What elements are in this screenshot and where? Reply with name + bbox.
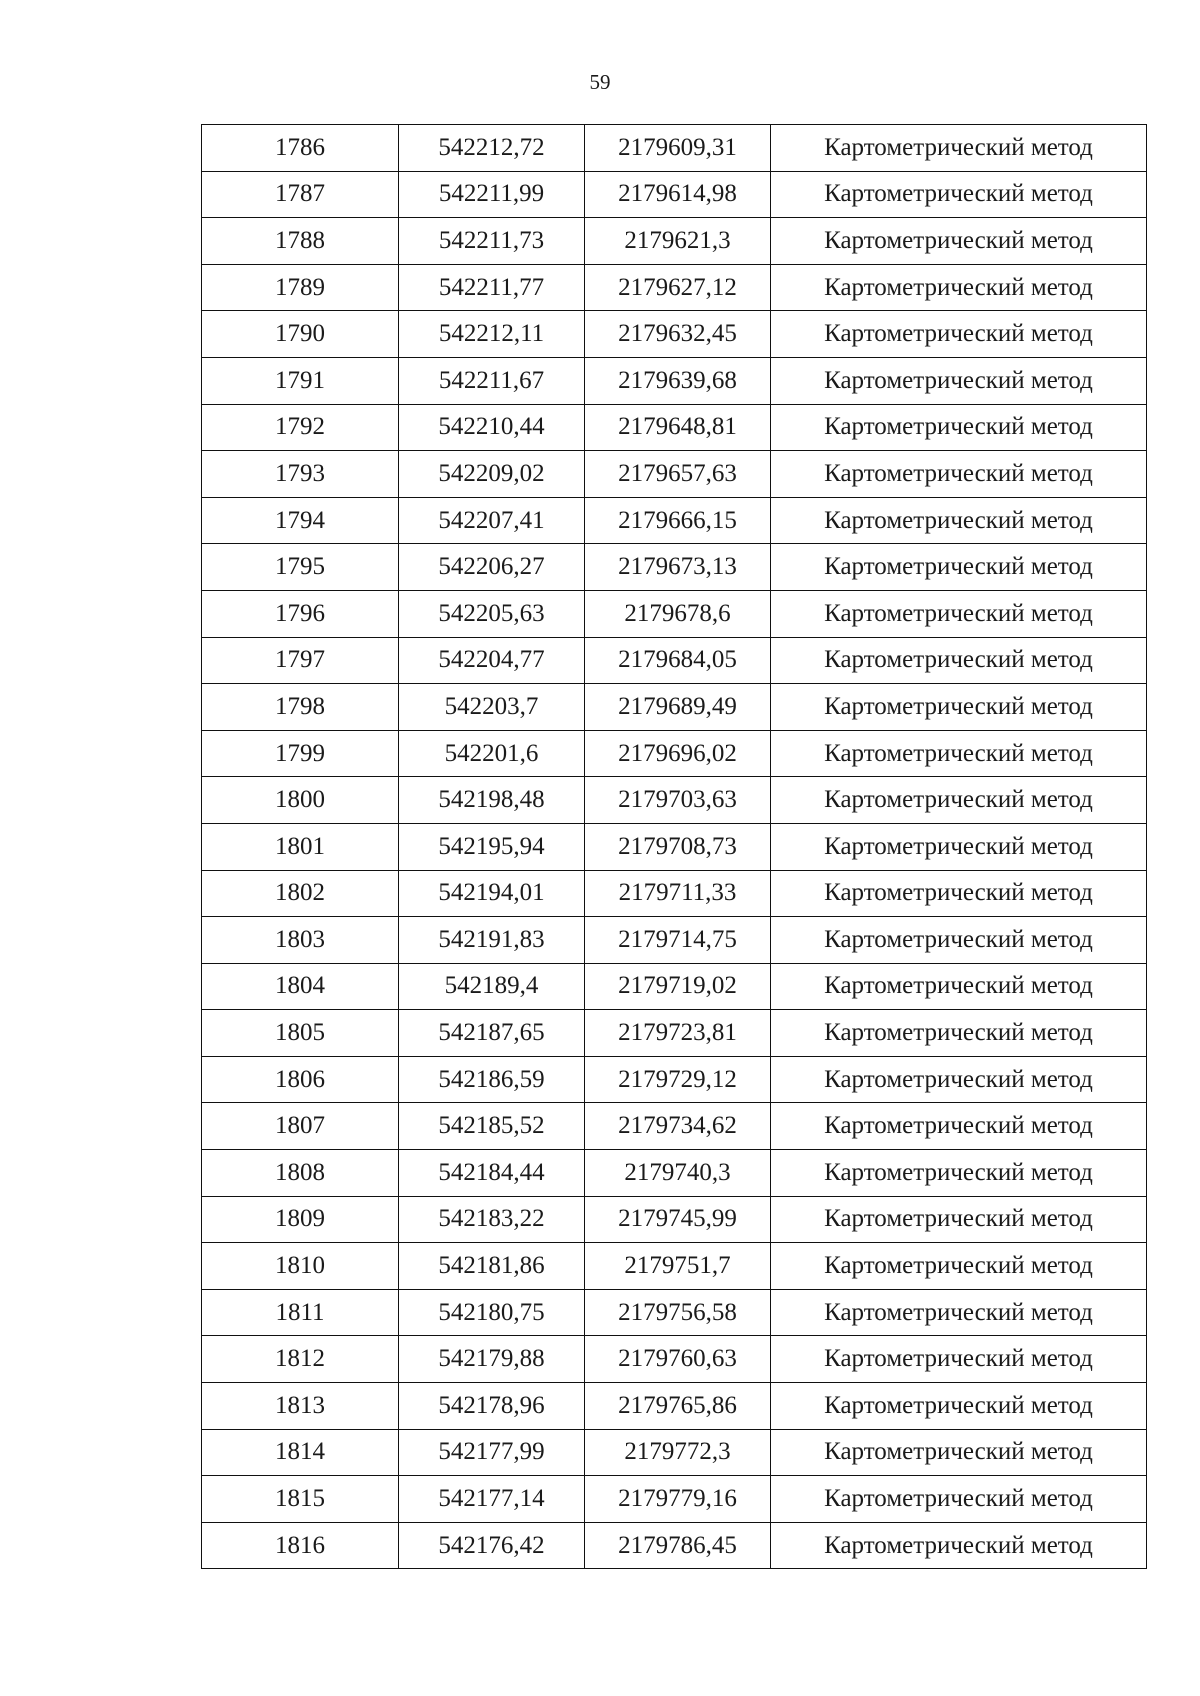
coordinate-x-cell: 542184,44: [399, 1150, 585, 1197]
coordinate-y-cell: 2179734,62: [585, 1103, 771, 1150]
method-cell: Картометрический метод: [771, 497, 1147, 544]
table-row: [202, 1150, 1147, 1197]
table-row: [202, 777, 1147, 824]
method-cell: Картометрический метод: [771, 1336, 1147, 1383]
point-number-cell: 1815: [202, 1476, 399, 1523]
method-cell: Картометрический метод: [771, 963, 1147, 1010]
point-number-cell: 1799: [202, 730, 399, 777]
point-number-cell: 1814: [202, 1429, 399, 1476]
point-number-cell: 1794: [202, 497, 399, 544]
point-number-cell: 1787: [202, 171, 399, 218]
table-row: [202, 264, 1147, 311]
method-cell: Картометрический метод: [771, 171, 1147, 218]
method-cell: Картометрический метод: [771, 637, 1147, 684]
coordinate-x-cell: 542181,86: [399, 1243, 585, 1290]
coordinate-y-cell: 2179708,73: [585, 823, 771, 870]
table-row: [202, 917, 1147, 964]
coordinate-x-cell: 542207,41: [399, 497, 585, 544]
coordinate-y-cell: 2179639,68: [585, 357, 771, 404]
table-row: [202, 1196, 1147, 1243]
point-number-cell: 1808: [202, 1150, 399, 1197]
table-row: [202, 684, 1147, 731]
coordinate-x-cell: 542211,67: [399, 357, 585, 404]
coordinate-x-cell: 542183,22: [399, 1196, 585, 1243]
coordinate-y-cell: 2179740,3: [585, 1150, 771, 1197]
point-number-cell: 1786: [202, 125, 399, 172]
point-number-cell: 1788: [202, 218, 399, 265]
table-row: [202, 311, 1147, 358]
point-number-cell: 1792: [202, 404, 399, 451]
point-number-cell: 1812: [202, 1336, 399, 1383]
coordinate-y-cell: 2179648,81: [585, 404, 771, 451]
page-number: 59: [589, 70, 611, 94]
coordinate-x-cell: 542212,11: [399, 311, 585, 358]
coordinate-y-cell: 2179684,05: [585, 637, 771, 684]
table-row: [202, 451, 1147, 498]
coordinate-x-cell: 542177,99: [399, 1429, 585, 1476]
coordinate-y-cell: 2179779,16: [585, 1476, 771, 1523]
table-row: [202, 730, 1147, 777]
method-cell: Картометрический метод: [771, 1522, 1147, 1569]
coordinate-y-cell: 2179696,02: [585, 730, 771, 777]
table-row: [202, 963, 1147, 1010]
coordinate-x-cell: 542201,6: [399, 730, 585, 777]
method-cell: Картометрический метод: [771, 264, 1147, 311]
method-cell: Картометрический метод: [771, 1196, 1147, 1243]
point-number-cell: 1797: [202, 637, 399, 684]
point-number-cell: 1791: [202, 357, 399, 404]
coordinate-y-cell: 2179673,13: [585, 544, 771, 591]
coordinates-table: [201, 124, 1147, 1569]
method-cell: Картометрический метод: [771, 1476, 1147, 1523]
coordinate-y-cell: 2179627,12: [585, 264, 771, 311]
coordinate-x-cell: 542211,73: [399, 218, 585, 265]
coordinate-y-cell: 2179760,63: [585, 1336, 771, 1383]
coordinate-y-cell: 2179609,31: [585, 125, 771, 172]
coordinate-y-cell: 2179689,49: [585, 684, 771, 731]
point-number-cell: 1800: [202, 777, 399, 824]
coordinate-x-cell: 542211,77: [399, 264, 585, 311]
table-row: [202, 1103, 1147, 1150]
method-cell: Картометрический метод: [771, 684, 1147, 731]
method-cell: Картометрический метод: [771, 1103, 1147, 1150]
coordinate-y-cell: 2179666,15: [585, 497, 771, 544]
coordinate-y-cell: 2179719,02: [585, 963, 771, 1010]
table-row: [202, 1336, 1147, 1383]
method-cell: Картометрический метод: [771, 404, 1147, 451]
method-cell: Картометрический метод: [771, 1010, 1147, 1057]
coordinate-x-cell: 542180,75: [399, 1289, 585, 1336]
table-row: [202, 171, 1147, 218]
method-cell: Картометрический метод: [771, 777, 1147, 824]
coordinate-y-cell: 2179714,75: [585, 917, 771, 964]
coordinate-x-cell: 542179,88: [399, 1336, 585, 1383]
coordinate-x-cell: 542176,42: [399, 1522, 585, 1569]
coordinate-y-cell: 2179632,45: [585, 311, 771, 358]
table-row: [202, 590, 1147, 637]
table-row: [202, 404, 1147, 451]
method-cell: Картометрический метод: [771, 1429, 1147, 1476]
point-number-cell: 1804: [202, 963, 399, 1010]
method-cell: Картометрический метод: [771, 823, 1147, 870]
point-number-cell: 1816: [202, 1522, 399, 1569]
table-row: [202, 1056, 1147, 1103]
point-number-cell: 1789: [202, 264, 399, 311]
point-number-cell: 1810: [202, 1243, 399, 1290]
method-cell: Картометрический метод: [771, 917, 1147, 964]
coordinate-y-cell: 2179621,3: [585, 218, 771, 265]
method-cell: Картометрический метод: [771, 1150, 1147, 1197]
coordinate-y-cell: 2179711,33: [585, 870, 771, 917]
coordinate-y-cell: 2179786,45: [585, 1522, 771, 1569]
coordinate-x-cell: 542187,65: [399, 1010, 585, 1057]
point-number-cell: 1802: [202, 870, 399, 917]
coordinate-x-cell: 542194,01: [399, 870, 585, 917]
method-cell: Картометрический метод: [771, 590, 1147, 637]
method-cell: Картометрический метод: [771, 451, 1147, 498]
coordinate-y-cell: 2179703,63: [585, 777, 771, 824]
point-number-cell: 1796: [202, 590, 399, 637]
table-row: [202, 544, 1147, 591]
point-number-cell: 1801: [202, 823, 399, 870]
coordinates-table-body: [202, 125, 1147, 1569]
table-row: [202, 1010, 1147, 1057]
table-row: [202, 1429, 1147, 1476]
point-number-cell: 1793: [202, 451, 399, 498]
table-row: [202, 870, 1147, 917]
point-number-cell: 1813: [202, 1383, 399, 1430]
method-cell: Картометрический метод: [771, 311, 1147, 358]
coordinate-x-cell: 542177,14: [399, 1476, 585, 1523]
coordinate-x-cell: 542178,96: [399, 1383, 585, 1430]
table-row: [202, 637, 1147, 684]
coordinate-x-cell: 542186,59: [399, 1056, 585, 1103]
point-number-cell: 1811: [202, 1289, 399, 1336]
coordinate-x-cell: 542205,63: [399, 590, 585, 637]
point-number-cell: 1798: [202, 684, 399, 731]
point-number-cell: 1795: [202, 544, 399, 591]
coordinate-x-cell: 542185,52: [399, 1103, 585, 1150]
method-cell: Картометрический метод: [771, 357, 1147, 404]
coordinate-y-cell: 2179729,12: [585, 1056, 771, 1103]
table-row: [202, 497, 1147, 544]
coordinate-y-cell: 2179756,58: [585, 1289, 771, 1336]
table-row: [202, 218, 1147, 265]
table-row: [202, 823, 1147, 870]
point-number-cell: 1805: [202, 1010, 399, 1057]
coordinate-y-cell: 2179745,99: [585, 1196, 771, 1243]
coordinate-y-cell: 2179723,81: [585, 1010, 771, 1057]
method-cell: Картометрический метод: [771, 1243, 1147, 1290]
method-cell: Картометрический метод: [771, 1056, 1147, 1103]
method-cell: Картометрический метод: [771, 218, 1147, 265]
point-number-cell: 1803: [202, 917, 399, 964]
coordinate-x-cell: 542191,83: [399, 917, 585, 964]
table-row: [202, 357, 1147, 404]
coordinate-y-cell: 2179678,6: [585, 590, 771, 637]
coordinate-y-cell: 2179751,7: [585, 1243, 771, 1290]
point-number-cell: 1806: [202, 1056, 399, 1103]
method-cell: Картометрический метод: [771, 870, 1147, 917]
coordinate-x-cell: 542211,99: [399, 171, 585, 218]
point-number-cell: 1790: [202, 311, 399, 358]
coordinate-y-cell: 2179614,98: [585, 171, 771, 218]
coordinate-y-cell: 2179765,86: [585, 1383, 771, 1430]
coordinate-x-cell: 542195,94: [399, 823, 585, 870]
coordinate-x-cell: 542189,4: [399, 963, 585, 1010]
table-row: [202, 125, 1147, 172]
coordinate-x-cell: 542204,77: [399, 637, 585, 684]
coordinate-y-cell: 2179772,3: [585, 1429, 771, 1476]
coordinate-x-cell: 542209,02: [399, 451, 585, 498]
method-cell: Картометрический метод: [771, 125, 1147, 172]
table-row: [202, 1243, 1147, 1290]
method-cell: Картометрический метод: [771, 1289, 1147, 1336]
point-number-cell: 1809: [202, 1196, 399, 1243]
table-row: [202, 1289, 1147, 1336]
table-row: [202, 1476, 1147, 1523]
coordinate-x-cell: 542210,44: [399, 404, 585, 451]
coordinate-y-cell: 2179657,63: [585, 451, 771, 498]
coordinate-x-cell: 542212,72: [399, 125, 585, 172]
method-cell: Картометрический метод: [771, 1383, 1147, 1430]
coordinate-x-cell: 542203,7: [399, 684, 585, 731]
coordinate-x-cell: 542206,27: [399, 544, 585, 591]
table-row: [202, 1383, 1147, 1430]
method-cell: Картометрический метод: [771, 730, 1147, 777]
method-cell: Картометрический метод: [771, 544, 1147, 591]
point-number-cell: 1807: [202, 1103, 399, 1150]
coordinate-x-cell: 542198,48: [399, 777, 585, 824]
table-row: [202, 1522, 1147, 1569]
